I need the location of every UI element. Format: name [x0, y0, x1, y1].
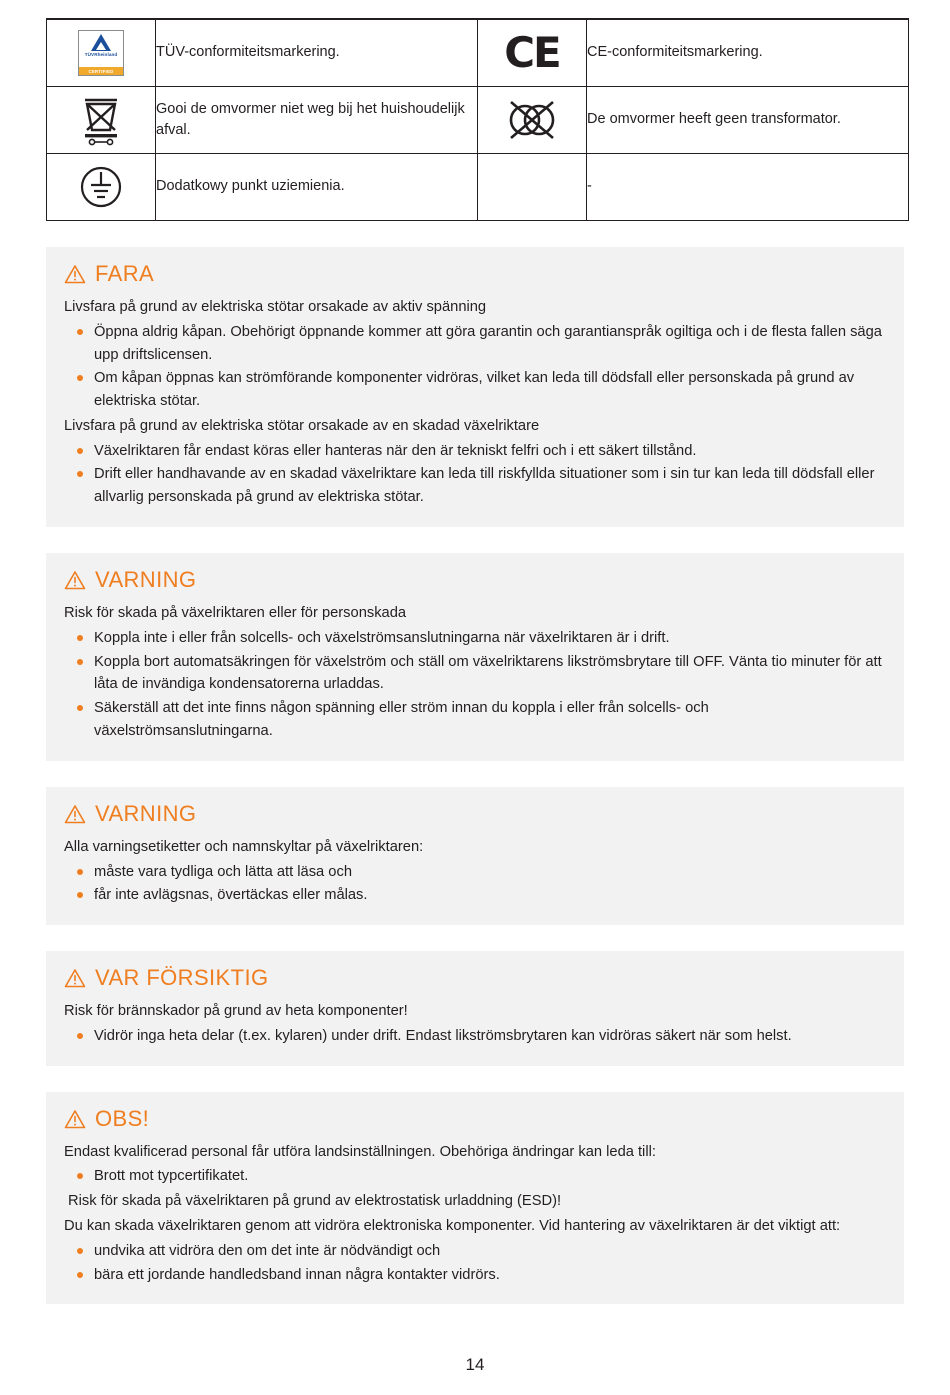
- warning-triangle-icon: [64, 264, 86, 284]
- page-number: 14: [465, 1355, 485, 1374]
- warning-triangle-icon: [64, 1109, 86, 1129]
- notice-paragraph: Risk för skada på växelriktaren eller för personskada: [64, 605, 407, 622]
- notice-paragraph: Alla varningsetiketter och namnskyltar på växelriktaren:: [64, 838, 424, 855]
- symbol-description: CE-conformiteitsmarkering.: [587, 44, 763, 61]
- symbol-cell-text: [156, 19, 478, 87]
- tuv-rheinland-certified-logo-icon: TÜVRheinland CERTIFIED: [47, 21, 155, 85]
- ce-marking-icon: CE: [504, 28, 560, 77]
- notice-warning-1: [46, 553, 904, 761]
- notice-list: [64, 440, 886, 509]
- list-item: Säkerställ att det inte finns någon spänning eller ström innan du koppla i eller från solcells- och växelströmsanslutningarna.: [64, 697, 886, 743]
- notice-list: [64, 1165, 886, 1188]
- notice-header: [64, 1106, 886, 1132]
- table-row: [47, 87, 909, 154]
- table-row: [47, 19, 909, 87]
- notice-paragraph: Endast kvalificerad personal får utföra landsinställningen. Obehöriga ändringar kan leda till:: [64, 1143, 656, 1160]
- notice-list: [64, 861, 886, 908]
- notice-title: VAR FÖRSIKTIG: [95, 965, 269, 991]
- notice-title: FARA: [95, 261, 155, 286]
- list-item: Om kåpan öppnas kan strömförande komponenter vidröras, vilket kan leda till dödsfall eller personskada på grund av elektriska stötar.: [64, 367, 886, 413]
- notice-caution: [46, 951, 904, 1066]
- list-item: Drift eller handhavande av en skadad växelriktare kan leda till riskfyllda situationer som i sin tur kan leda till dödsfall eller allvarlig personskada på grund av elektriska stötar.: [64, 463, 886, 509]
- additional-grounding-point-icon: [47, 155, 155, 219]
- notice-paragraph: Du kan skada växelriktaren genom att vidröra elektroniska komponenter. Vid hantering av växelriktaren är det viktigt att:: [64, 1217, 841, 1234]
- list-item: Vidrör inga heta delar (t.ex. kylaren) under drift. Endast likströmsbrytaren kan vidröras säkert när som helst.: [64, 1025, 886, 1048]
- empty-icon-cell: [478, 155, 586, 219]
- table-row: [47, 154, 909, 221]
- symbol-cell-icon: [47, 19, 156, 87]
- warning-triangle-icon: [64, 804, 86, 824]
- notice-paragraph: Risk för skada på växelriktaren på grund av elektrostatisk urladdning (ESD)!: [68, 1193, 562, 1210]
- notice-paragraph: Risk för brännskador på grund av heta komponenter!: [64, 1003, 408, 1020]
- warning-triangle-icon: [64, 570, 86, 590]
- notice-paragraph: Livsfara på grund av elektriska stötar orsakade av aktiv spänning: [64, 299, 487, 315]
- symbol-description: Dodatkowy punkt uziemienia.: [156, 178, 345, 195]
- symbol-description: -: [587, 178, 592, 195]
- notice-list: [64, 1240, 886, 1287]
- list-item: Koppla bort automatsäkringen för växelström och ställ om växelriktarens likströmsbrytare till OFF. Vänta tio minuter för att låta de invändiga kondensatorerna urladdas.: [64, 651, 886, 697]
- list-item: bära ett jordande handledsband innan några kontakter vidrörs.: [64, 1264, 886, 1287]
- list-item: får inte avlägsnas, övertäckas eller målas.: [64, 884, 886, 907]
- notice-list: [64, 627, 886, 743]
- list-item: undvika att vidröra den om det inte är nödvändigt och: [64, 1240, 886, 1263]
- list-item: Växelriktaren får endast köras eller hanteras när den är tekniskt felfri och i ett säkert tillstånd.: [64, 440, 886, 463]
- symbol-cell-icon: [478, 19, 587, 87]
- symbol-cell-icon: [478, 87, 587, 154]
- symbol-cell-text: [587, 87, 909, 154]
- symbol-cell-text: [587, 154, 909, 221]
- warning-triangle-icon: [64, 968, 86, 988]
- notice-danger: [46, 247, 904, 527]
- notice-paragraph: Livsfara på grund av elektriska stötar orsakade av en skadad växelriktare: [64, 417, 540, 434]
- list-item: måste vara tydliga och lätta att läsa och: [64, 861, 886, 884]
- notice-note: [46, 1092, 904, 1305]
- crossed-out-wheelie-bin-icon: [47, 88, 155, 152]
- notice-list: [64, 321, 886, 413]
- notice-header: [64, 261, 886, 287]
- notice-warning-2: [46, 787, 904, 925]
- notice-list: [64, 1025, 886, 1048]
- symbol-cell-text: [156, 154, 478, 221]
- list-item: Brott mot typcertifikatet.: [64, 1165, 886, 1188]
- no-transformer-icon: [478, 88, 586, 152]
- symbol-cell-text: [587, 19, 909, 87]
- notice-header: [64, 965, 886, 991]
- notice-title: VARNING: [95, 800, 197, 826]
- notice-title: OBS!: [95, 1105, 150, 1131]
- symbol-cell-text: [156, 87, 478, 154]
- symbol-description: De omvormer heeft geen transformator.: [587, 111, 841, 128]
- list-item: Öppna aldrig kåpan. Obehörigt öppnande kommer att göra garantin och garantianspråk ogiltiga och i de flesta fallen säga upp driftslicensen.: [64, 321, 886, 367]
- symbol-cell-icon: [47, 154, 156, 221]
- symbol-description: Gooi de omvormer niet weg bij het huishoudelijk afval.: [156, 100, 465, 138]
- symbol-description: TÜV-conformiteitsmarkering.: [156, 44, 340, 61]
- notice-title: VARNING: [95, 567, 197, 593]
- notice-header: [64, 801, 886, 827]
- notice-header: [64, 567, 886, 593]
- symbol-legend-table: [46, 18, 909, 221]
- list-item: Koppla inte i eller från solcells- och växelströmsanslutningarna när växelriktaren är i drift.: [64, 627, 886, 650]
- symbol-cell-icon-empty: [478, 154, 587, 221]
- symbol-cell-icon: [47, 87, 156, 154]
